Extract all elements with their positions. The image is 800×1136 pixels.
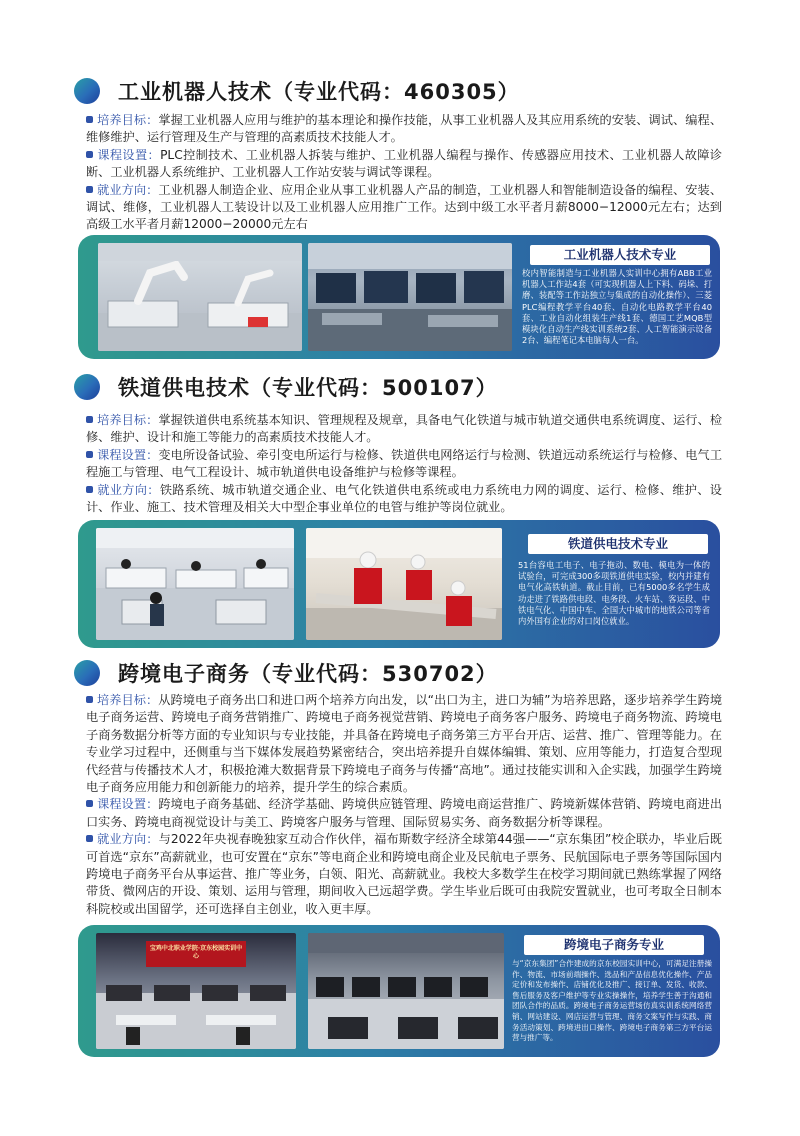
bullet-icon bbox=[86, 186, 93, 193]
goal-item bbox=[86, 692, 722, 796]
goal-item bbox=[86, 112, 722, 147]
item-label: 就业方向： bbox=[97, 832, 159, 847]
item-label: 培养目标： bbox=[97, 693, 159, 707]
section-heading-robotics bbox=[74, 74, 520, 108]
item-text: 铁路系统、城市轨道交通企业、电气化铁道供电系统或电力系统电力网的调度、运行、检修、维护、设计、作业、施工、技术管理及相关大中型企事业单位的电管与维护等岗位就业。 bbox=[86, 482, 722, 515]
section-title: 工业机器人技术（专业代码：460305） bbox=[118, 80, 520, 104]
bullet-icon bbox=[86, 800, 93, 807]
section-heading-ecommerce bbox=[74, 656, 498, 690]
section-title: 跨境电子商务（专业代码：530702） bbox=[118, 662, 498, 686]
robot-lab-photo bbox=[98, 243, 302, 351]
heading-dot-icon bbox=[74, 374, 100, 400]
railway-details bbox=[86, 412, 722, 516]
career-item bbox=[86, 482, 722, 517]
bullet-icon bbox=[86, 696, 93, 703]
bullet-icon bbox=[86, 835, 93, 842]
item-label: 课程设置： bbox=[97, 147, 161, 162]
bullet-icon bbox=[86, 451, 93, 458]
heading-dot-icon bbox=[74, 660, 100, 686]
item-text: 跨境电子商务基础、经济学基础、跨境供应链管理、跨境电商运营推广、跨境新媒体营销、跨境电商进出口实务、跨境电商视觉设计与美工、跨境客户服务与管理、国际贸易实务、商务数据分析等课程。 bbox=[86, 797, 723, 829]
career-item bbox=[86, 182, 722, 234]
item-label: 就业方向： bbox=[97, 482, 160, 497]
career-item bbox=[86, 831, 722, 918]
jd-training-hall-photo bbox=[96, 933, 296, 1049]
classroom-illustration bbox=[96, 528, 294, 640]
workers-illustration bbox=[306, 528, 502, 640]
production-line-illustration bbox=[308, 243, 512, 351]
course-item bbox=[86, 796, 722, 831]
banner-title: 跨境电子商务专业 bbox=[524, 935, 704, 955]
item-text: 掌握工业机器人应用与维护的基本理论和操作技能，从事工业机器人及其应用系统的安装、调试、编程、维修维护、运行管理及生产与管理的高素质技术技能人才。 bbox=[86, 113, 723, 145]
item-label: 培养目标： bbox=[97, 413, 159, 427]
automation-line-photo bbox=[308, 243, 512, 351]
bullet-icon bbox=[86, 416, 93, 423]
ecommerce-details bbox=[86, 692, 722, 918]
computer-lab-illustration bbox=[308, 933, 504, 1049]
goal-item bbox=[86, 412, 722, 447]
item-label: 课程设置： bbox=[97, 447, 159, 462]
bullet-icon bbox=[86, 151, 93, 158]
section-heading-railway bbox=[74, 370, 498, 404]
ecommerce-banner bbox=[78, 925, 720, 1057]
item-label: 就业方向： bbox=[97, 182, 159, 197]
screen-caption: 宝鸡中北职业学院·京东校园实训中心 bbox=[149, 945, 243, 960]
item-text: 与2022年央视春晚独家互动合作伙伴，福布斯数字经济全球第44强——“京东集团”校企联办，毕业后既可首选“京东”高薪就业，也可安置在“京东”等电商企业和跨境电商企业及民航电子票务、民航国际电子票务等国际国内跨境电子商务平台从事运营、推广等业务，白领、阳光、高薪就业。我校大多数学生在校学习期间就已熟练掌握了网络带货、微网店的开设、策划、运用与管理，期间收入已远超学费。学生毕业后既可由我院安置就业，也可考取全日制本科院校或出国留学，还可选择自主创业，收入更丰厚。 bbox=[86, 832, 722, 916]
item-text: 工业机器人制造企业、应用企业从事工业机器人产品的制造，工业机器人和智能制造设备的编程、安装、调试、维修，工业机器人工装设计以及工业机器人应用推广工作。达到中级工水平者月薪8000−12000元左右；达到高级工水平者月薪12000−20000元左右 bbox=[86, 182, 723, 232]
item-text: 从跨境电子商务出口和进口两个培养方向出发，以“出口为主，进口为辅”为培养思路，逐步培养学生跨境电子商务运营、跨境电子商务营销推广、跨境电子商务视觉营销、跨境电子商务客户服务、跨境电子商务物流、跨境电子商务数据分析等方面的专业知识与专业技能，并具备在跨境电子商务第三方平台开店、运营、推广、管理等能力。在专业学习过程中，还侧重与当下媒体发展趋势紧密结合，突出培养提升自媒体编辑、策划、应用等能力，打造复合型现代经营与传播技术人才，积极抢滩大数据背景下跨境电子商务与传播“高地”。通过技能实训和入企实践，加强学生跨境电子商务应用能力和创新能力的培养，提升学生的综合素质。 bbox=[86, 693, 723, 795]
banner-title: 铁道供电技术专业 bbox=[528, 534, 708, 554]
computer-lab-photo bbox=[308, 933, 504, 1049]
robotics-details bbox=[86, 112, 722, 234]
banner-text: 与“京东集团”合作建成的京东校园实训中心，可满足注册操作、物流、市场前端操作、选品和产品信息优化操作、产品定价和发布操作、店铺优化及推广、接订单、发货、收款、售后服务及客户维护等专业实操操作，培养学生善于沟通和团队合作的品质。跨境电子商务运营场仿真实训系统网络营销、网站建设、网店运营与管理、商务文案写作与实践、商务活动策划、跨境进出口操作、跨境电子商务第三方平台运营与推广等。 bbox=[512, 959, 712, 1043]
railway-practice-photo bbox=[306, 528, 502, 640]
item-label: 课程设置： bbox=[97, 797, 159, 812]
banner-text: 51台容电工电子、电子拖动、数电、模电为一体的试验台，可完成300多项铁道供电实验，校内并建有电气化高铁轨道。截止目前，已有5000多名学生成功走进了铁路供电段、电务段、火车站、客运段、中铁电气化、中国中车、全国大中城市的地铁公司等省内外国有企业的对口岗位就业。 bbox=[518, 560, 710, 627]
heading-dot-icon bbox=[74, 78, 100, 104]
item-text: PLC控制技术、工业机器人拆装与维护、工业机器人编程与操作、传感器应用技术、工业机器人故障诊断、工业机器人系统维护、工业机器人工作站安装与调试等课程。 bbox=[86, 147, 722, 180]
item-text: 变电所设备试验、牵引变电所运行与检修、铁道供电网络运行与检测、铁道远动系统运行与检修、电气工程施工与管理、电气工程设计、城市轨道供电设备维护与检修等课程。 bbox=[86, 447, 723, 480]
course-item bbox=[86, 147, 722, 182]
railway-classroom-photo bbox=[96, 528, 294, 640]
railway-banner bbox=[78, 520, 720, 648]
banner-title: 工业机器人技术专业 bbox=[530, 245, 710, 265]
robotics-banner bbox=[78, 235, 720, 359]
bullet-icon bbox=[86, 486, 93, 493]
robot-arm-illustration bbox=[98, 243, 302, 351]
item-text: 掌握铁道供电系统基本知识、管理规程及规章，具备电气化铁道与城市轨道交通供电系统调度、运行、检修、维护、设计和施工等能力的高素质技术技能人才。 bbox=[86, 413, 723, 445]
banner-text: 校内智能制造与工业机器人实训中心拥有ABB工业机器人工作站4套（可实现机器人上下料、码垛、打磨、装配等工作站独立与集成的自动化操作）、三菱PLC编程教学平台40套、自动化电路教学平台40套、工业自动化组装生产线1套、德国工艺MQB型模块化自动生产线实训系统2套、人工智能演示设备2台、编程笔记本电脑每人一台。 bbox=[522, 268, 712, 346]
course-item bbox=[86, 447, 722, 482]
item-label: 培养目标： bbox=[97, 113, 159, 127]
section-title: 铁道供电技术（专业代码：500107） bbox=[118, 376, 498, 400]
bullet-icon bbox=[86, 116, 93, 123]
